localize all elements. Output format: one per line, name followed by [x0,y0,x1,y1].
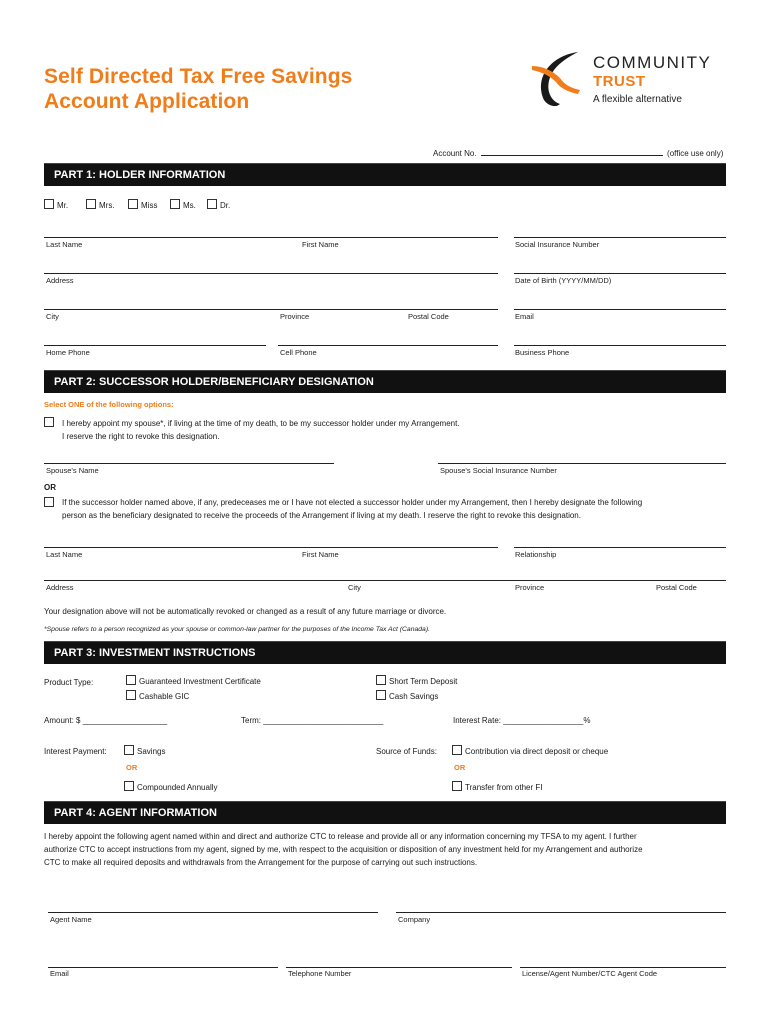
address-label: Address [46,276,74,285]
part3-heading: PART 3: INVESTMENT INSTRUCTIONS [44,641,726,664]
spouse-name-field[interactable] [44,463,334,464]
beneficiary-first-name-label: First Name [302,550,339,559]
checkbox[interactable] [44,417,54,427]
account-number-row [433,148,723,158]
amount-field[interactable]: Amount: $ ___________________ [44,716,168,725]
checkbox[interactable] [452,781,462,791]
agent-name-field[interactable] [48,912,378,913]
last-first-name-field[interactable] [44,237,498,238]
business-phone-label: Business Phone [515,348,570,357]
license-label: License/Agent Number/CTC Agent Code [522,969,658,978]
checkbox[interactable] [170,199,180,209]
checkbox[interactable] [86,199,96,209]
account-number-label: Account No. [433,149,477,158]
home-phone-label: Home Phone [46,348,90,357]
part2-heading: PART 2: SUCCESSOR HOLDER/BENEFICIARY DESIGNATION [44,370,726,393]
checkbox[interactable] [126,675,136,685]
beneficiary-postal-code-label: Postal Code [656,583,697,592]
beneficiary-option-text: If the successor holder named above, if any, predeceases me or I have not elected a successor holder under my Arrangement, then I hereby designate the following person as the beneficiary designated to receive the proceeds of the Arrangement if living at my death. I reserve the right to revoke this designation. [62,498,643,520]
title-option-dr[interactable]: Dr. [207,199,230,210]
part4-heading: PART 4: AGENT INFORMATION [44,801,726,824]
title-option-miss[interactable]: Miss [128,199,157,210]
office-use-note: (office use only) [667,149,724,158]
short-term-deposit-option[interactable]: Short Term Deposit [376,675,457,686]
email-label: Email [515,312,534,321]
spouse-sin-field[interactable] [438,463,726,464]
beneficiary-address-label: Address [46,583,74,592]
email-field[interactable] [514,309,726,310]
cell-phone-field[interactable] [278,345,498,346]
last-name-label: Last Name [46,240,83,249]
account-number-field[interactable] [481,148,663,156]
beneficiary-option[interactable] [44,497,57,508]
telephone-field[interactable] [286,967,512,968]
checkbox[interactable] [207,199,217,209]
or-label-interest: OR [126,763,138,772]
page-title: Self Directed Tax Free Savings Account Application [44,65,353,113]
title-option-mrs[interactable]: Mrs. [86,199,115,210]
agent-authorization-text: I hereby appoint the following agent named within and direct and authorize CTC to release and provide all or any information concerning my TFSA to my agent. I further authorize CTC to accept instructions from my agent, signed by me, with respect to the acquisition or disposition of any investment held for my Arrangement and authorize CTC to make all required deposits and withdrawals from the Arrangement for the purpose of carrying out such instructions. [44,832,643,867]
checkbox[interactable] [376,675,386,685]
compounded-annually-option[interactable]: Compounded Annually [124,781,218,792]
checkbox[interactable] [376,690,386,700]
city-label: City [46,312,59,321]
cash-savings-option[interactable]: Cash Savings [376,690,438,701]
checkbox[interactable] [44,199,54,209]
savings-option[interactable]: Savings [124,745,165,756]
sin-label: Social Insurance Number [515,240,600,249]
title-option-mr[interactable]: Mr. [44,199,68,210]
beneficiary-name-field[interactable] [44,547,498,548]
spouse-sin-label: Spouse's Social Insurance Number [440,466,557,475]
cashable-gic-option[interactable]: Cashable GIC [126,690,189,701]
telephone-label: Telephone Number [288,969,352,978]
beneficiary-address-field[interactable] [44,580,726,581]
relationship-field[interactable] [514,547,726,548]
part1-heading: PART 1: HOLDER INFORMATION [44,163,726,186]
first-name-label: First Name [302,240,339,249]
city-province-postal-field[interactable] [44,309,498,310]
checkbox[interactable] [128,199,138,209]
agent-name-label: Agent Name [50,915,92,924]
business-phone-field[interactable] [514,345,726,346]
beneficiary-province-label: Province [515,583,545,592]
designation-notice: Your designation above will not be automatically revoked or changed as a result of any future marriage or divorce. [44,607,447,616]
transfer-option[interactable]: Transfer from other FI [452,781,543,792]
logo-tagline: A flexible alternative [593,94,682,105]
spouse-footnote: *Spouse refers to a person recognized as your spouse or common-law partner for the purposes of the Income Tax Act (Canada). [44,626,430,633]
dob-field[interactable] [514,273,726,274]
beneficiary-last-name-label: Last Name [46,550,83,559]
select-one-instruction: Select ONE of the following options: [44,400,174,409]
product-type-label: Product Type: [44,678,94,687]
interest-payment-label: Interest Payment: [44,747,107,756]
address-field[interactable] [44,273,498,274]
agent-email-field[interactable] [48,967,278,968]
checkbox[interactable] [124,781,134,791]
interest-rate-field[interactable]: Interest Rate: __________________% [453,716,591,725]
relationship-label: Relationship [515,550,557,559]
province-label: Province [280,312,310,321]
title-option-ms[interactable]: Ms. [170,199,196,210]
community-trust-logo [530,48,730,110]
logo-community: COMMUNITY [593,53,712,72]
beneficiary-city-label: City [348,583,361,592]
company-label: Company [398,915,431,924]
cell-phone-label: Cell Phone [280,348,317,357]
contribution-option[interactable]: Contribution via direct deposit or cheque [452,745,608,756]
spouse-option[interactable] [44,417,57,428]
checkbox[interactable] [44,497,54,507]
or-label-funds: OR [454,763,466,772]
sin-field[interactable] [514,237,726,238]
checkbox[interactable] [452,745,462,755]
source-of-funds-label: Source of Funds: [376,747,437,756]
gic-option[interactable]: Guaranteed Investment Certificate [126,675,261,686]
spouse-option-text: I hereby appoint my spouse*, if living at the time of my death, to be my successor holder under my Arrangement. I reserve the right to revoke this designation. [62,419,460,441]
logo-trust: TRUST [593,73,646,90]
spouse-name-label: Spouse's Name [46,466,99,475]
company-field[interactable] [396,912,726,913]
dob-label: Date of Birth (YYYY/MM/DD) [515,276,612,285]
home-phone-field[interactable] [44,345,266,346]
checkbox[interactable] [126,690,136,700]
checkbox[interactable] [124,745,134,755]
logo-swoosh-icon [530,48,590,110]
agent-email-label: Email [50,969,69,978]
license-field[interactable] [520,967,726,968]
postal-code-label: Postal Code [408,312,449,321]
term-field[interactable]: Term: ___________________________ [241,716,384,725]
or-divider: OR [44,483,56,492]
